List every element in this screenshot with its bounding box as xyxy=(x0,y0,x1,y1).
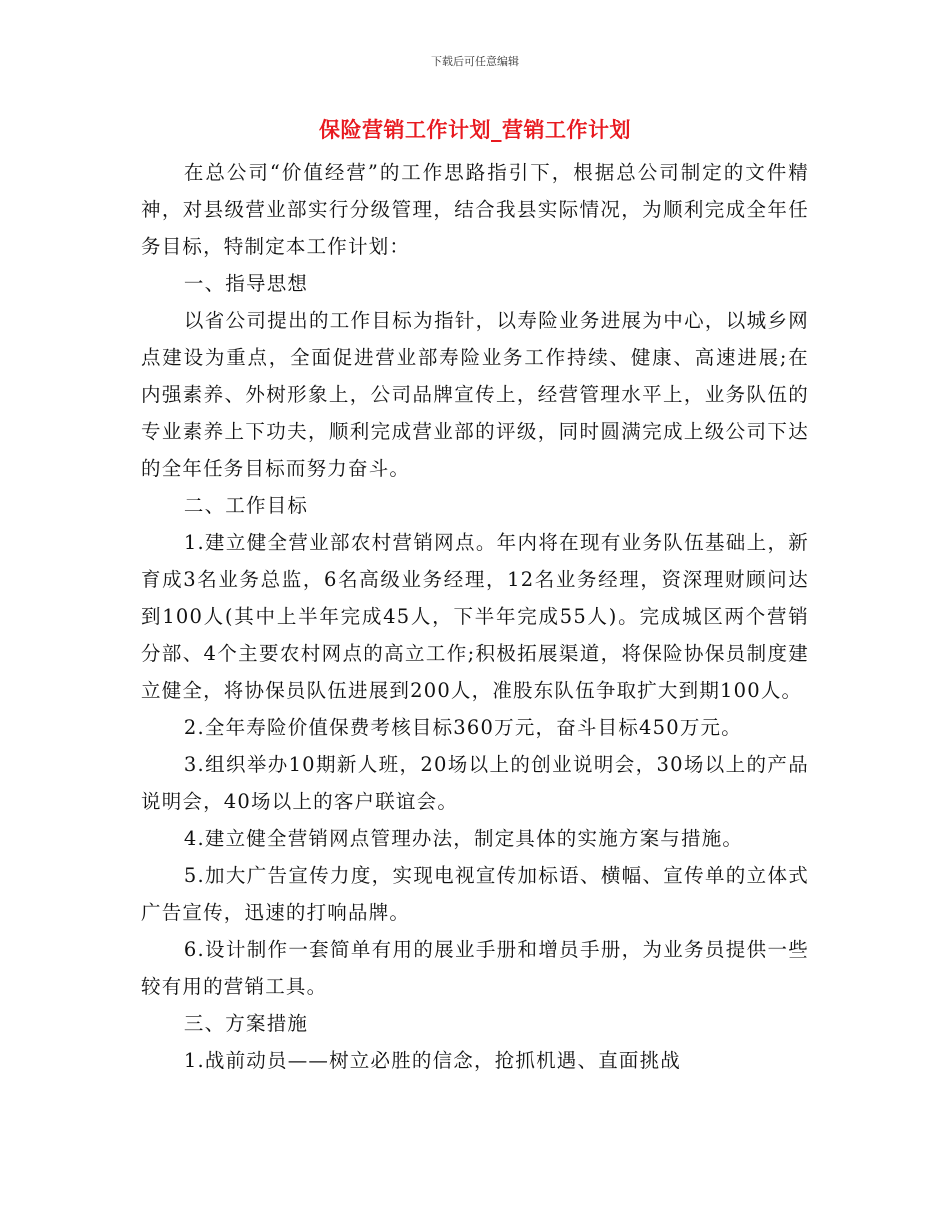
document-title: 保险营销工作计划_营销工作计划 xyxy=(319,118,631,142)
goal-item-5: 5.加大广告宣传力度，实现电视宣传加标语、横幅、宣传单的立体式广告宣传，迅速的打响品牌。 xyxy=(141,864,809,924)
section-heading-work-goals: 二、工作目标 xyxy=(183,494,309,517)
header-note: 下载后可任意编辑 xyxy=(431,55,519,68)
document-body xyxy=(141,154,809,1079)
paragraph-intro: 在总公司“价值经营”的工作思路指引下，根据总公司制定的文件精神，对县级营业部实行分级管理，结合我县实际情况，为顺利完成全年任务目标，特制定本工作计划： xyxy=(141,161,809,258)
goal-item-6: 6.设计制作一套简单有用的展业手册和增员手册，为业务员提供一些较有用的营销工具。 xyxy=(141,938,809,998)
goal-item-1: 1.建立健全营业部农村营销网点。年内将在现有业务队伍基础上，新育成3名业务总监，6名高级业务经理，12名业务经理，资深理财顾问达到100人(其中上半年完成45人，下半年完成55人)。完成城区两个营销分部、4个主要农村网点的高立工作;积极拓展渠道，将保险协保员制度建立健全，将协保员队伍进展到200人，准股东队伍争取扩大到期100人。 xyxy=(141,531,809,702)
goal-item-4: 4.建立健全营销网点管理办法，制定具体的实施方案与措施。 xyxy=(183,827,744,850)
paragraph-guiding-ideas: 以省公司提出的工作目标为指针，以寿险业务进展为中心，以城乡网点建设为重点，全面促进营业部寿险业务工作持续、健康、高速进展;在内强素养、外树形象上，公司品牌宣传上，经营管理水平上，业务队伍的专业素养上下功夫，顺利完成营业部的评级，同时圆满完成上级公司下达的全年任务目标而努力奋斗。 xyxy=(141,309,809,480)
goal-item-2: 2.全年寿险价值保费考核目标360万元，奋斗目标450万元。 xyxy=(183,716,742,739)
section-heading-measures: 三、方案措施 xyxy=(183,1012,309,1035)
goal-item-3: 3.组织举办10期新人班，20场以上的创业说明会，30场以上的产品说明会，40场以上的客户联谊会。 xyxy=(141,753,809,813)
measure-item-1: 1.战前动员——树立必胜的信念，抢抓机遇、直面挑战 xyxy=(183,1049,681,1072)
section-heading-guiding-ideas: 一、指导思想 xyxy=(183,272,309,295)
